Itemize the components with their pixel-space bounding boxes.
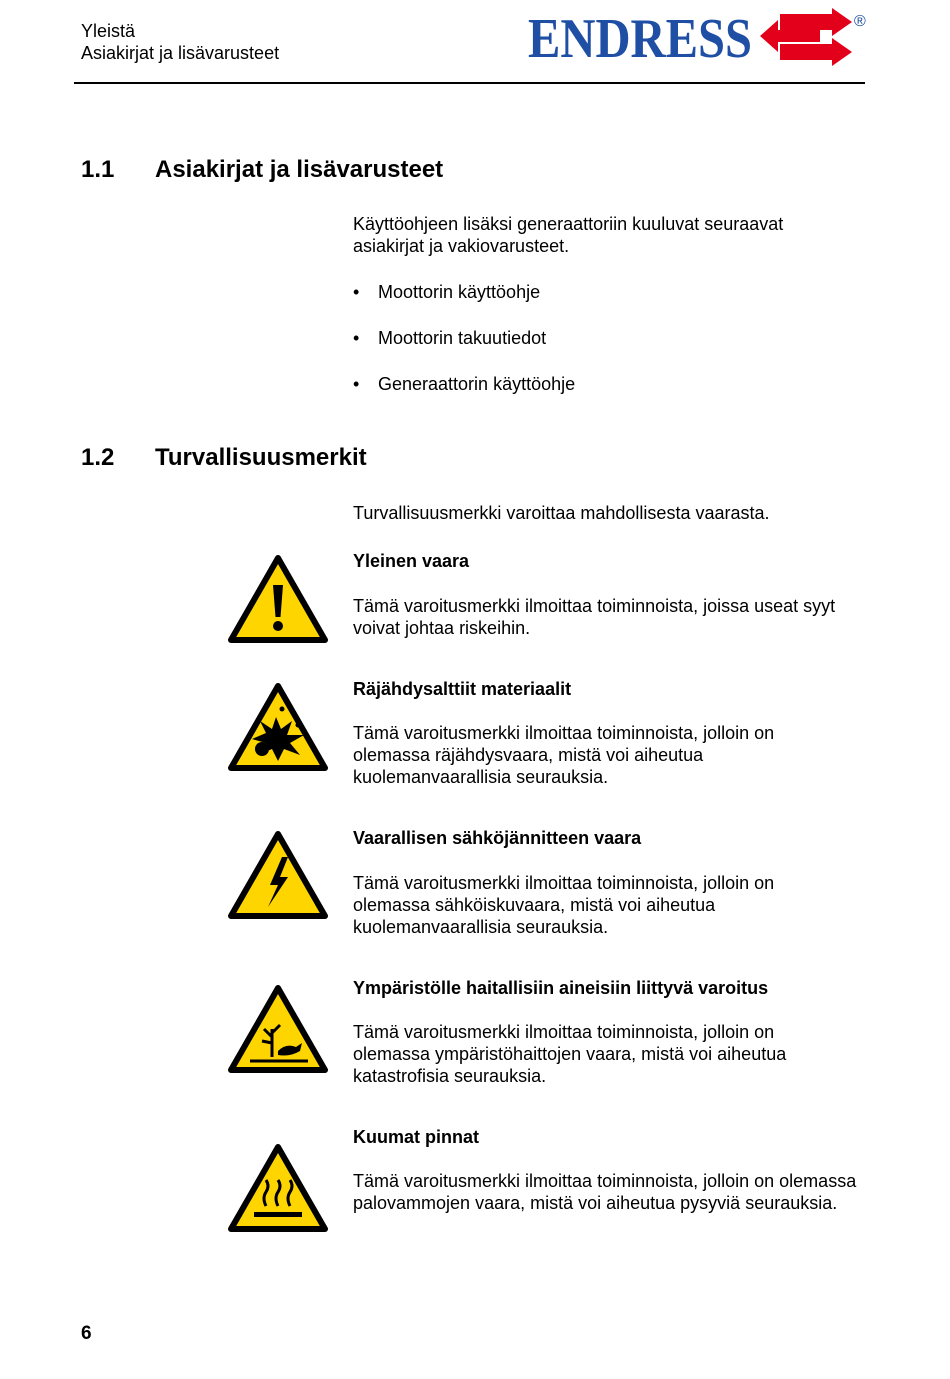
warning-title: Vaarallisen sähköjännitteen vaara xyxy=(353,828,642,848)
section-title: Asiakirjat ja lisävarusteet xyxy=(155,156,444,183)
registered-mark: ® xyxy=(854,13,866,30)
running-header-chapter: Yleistä xyxy=(81,21,136,41)
warning-title: Ympäristölle haitallisiin aineisiin liittyvä varoitus xyxy=(353,978,769,998)
list-item xyxy=(353,327,546,349)
list-item xyxy=(353,281,540,303)
warning-title: Yleinen vaara xyxy=(353,551,470,571)
logo-arrows-icon xyxy=(760,8,852,66)
bullet-glyph: • xyxy=(353,282,360,302)
hot-surface-icon xyxy=(228,1144,328,1232)
section-heading-1-2 xyxy=(81,444,367,472)
endress-logo xyxy=(528,8,873,68)
explosive-icon xyxy=(228,683,328,771)
header-rule xyxy=(74,82,865,84)
section2-intro: Turvallisuusmerkki varoittaa mahdollisesta vaarasta. xyxy=(353,503,770,523)
running-header-section: Asiakirjat ja lisävarusteet xyxy=(81,43,280,63)
warning-text: Tämä varoitusmerkki ilmoittaa toiminnoista, joissa useat syyt voivat johtaa riskeihin. xyxy=(353,596,836,638)
high-voltage-icon xyxy=(228,831,328,919)
section-number: 1.2 xyxy=(81,444,115,471)
list-item xyxy=(353,373,575,395)
bullet-glyph: • xyxy=(353,328,360,348)
page-number: 6 xyxy=(81,1323,92,1344)
list-item-text: Moottorin takuutiedot xyxy=(378,328,547,348)
warning-text: Tämä varoitusmerkki ilmoittaa toiminnoista, jolloin on olemassa sähköiskuvaara, mistä voi aiheutua kuolemanvaarallisia seurauksia. xyxy=(353,873,775,937)
warning-title: Kuumat pinnat xyxy=(353,1127,479,1147)
section-title: Turvallisuusmerkit xyxy=(155,444,367,471)
section-heading-1-1 xyxy=(81,156,443,184)
environment-hazard-icon xyxy=(228,985,328,1073)
list-item-text: Moottorin käyttöohje xyxy=(378,282,541,302)
warning-text: Tämä varoitusmerkki ilmoittaa toiminnoista, jolloin on olemassa palovammojen vaara, mistä voi aiheutua pysyviä seurauksia. xyxy=(353,1171,857,1213)
bullet-glyph: • xyxy=(353,374,360,394)
warning-title: Räjähdysalttiit materiaalit xyxy=(353,679,572,699)
section1-intro: Käyttöohjeen lisäksi generaattoriin kuuluvat seuraavat asiakirjat ja vakiovarusteet. xyxy=(353,214,784,256)
warning-text: Tämä varoitusmerkki ilmoittaa toiminnoista, jolloin on olemassa ympäristöhaittojen vaara, mistä voi aiheutua katastrofisia seurauksia. xyxy=(353,1022,787,1086)
logo-wordmark: ENDRESS xyxy=(528,8,752,68)
general-danger-icon xyxy=(228,555,328,643)
list-item-text: Generaattorin käyttöohje xyxy=(378,374,576,394)
section-number: 1.1 xyxy=(81,156,115,183)
warning-text: Tämä varoitusmerkki ilmoittaa toiminnoista, jolloin on olemassa räjähdysvaara, mistä voi aiheutua kuolemanvaarallisia seurauksia. xyxy=(353,723,775,787)
